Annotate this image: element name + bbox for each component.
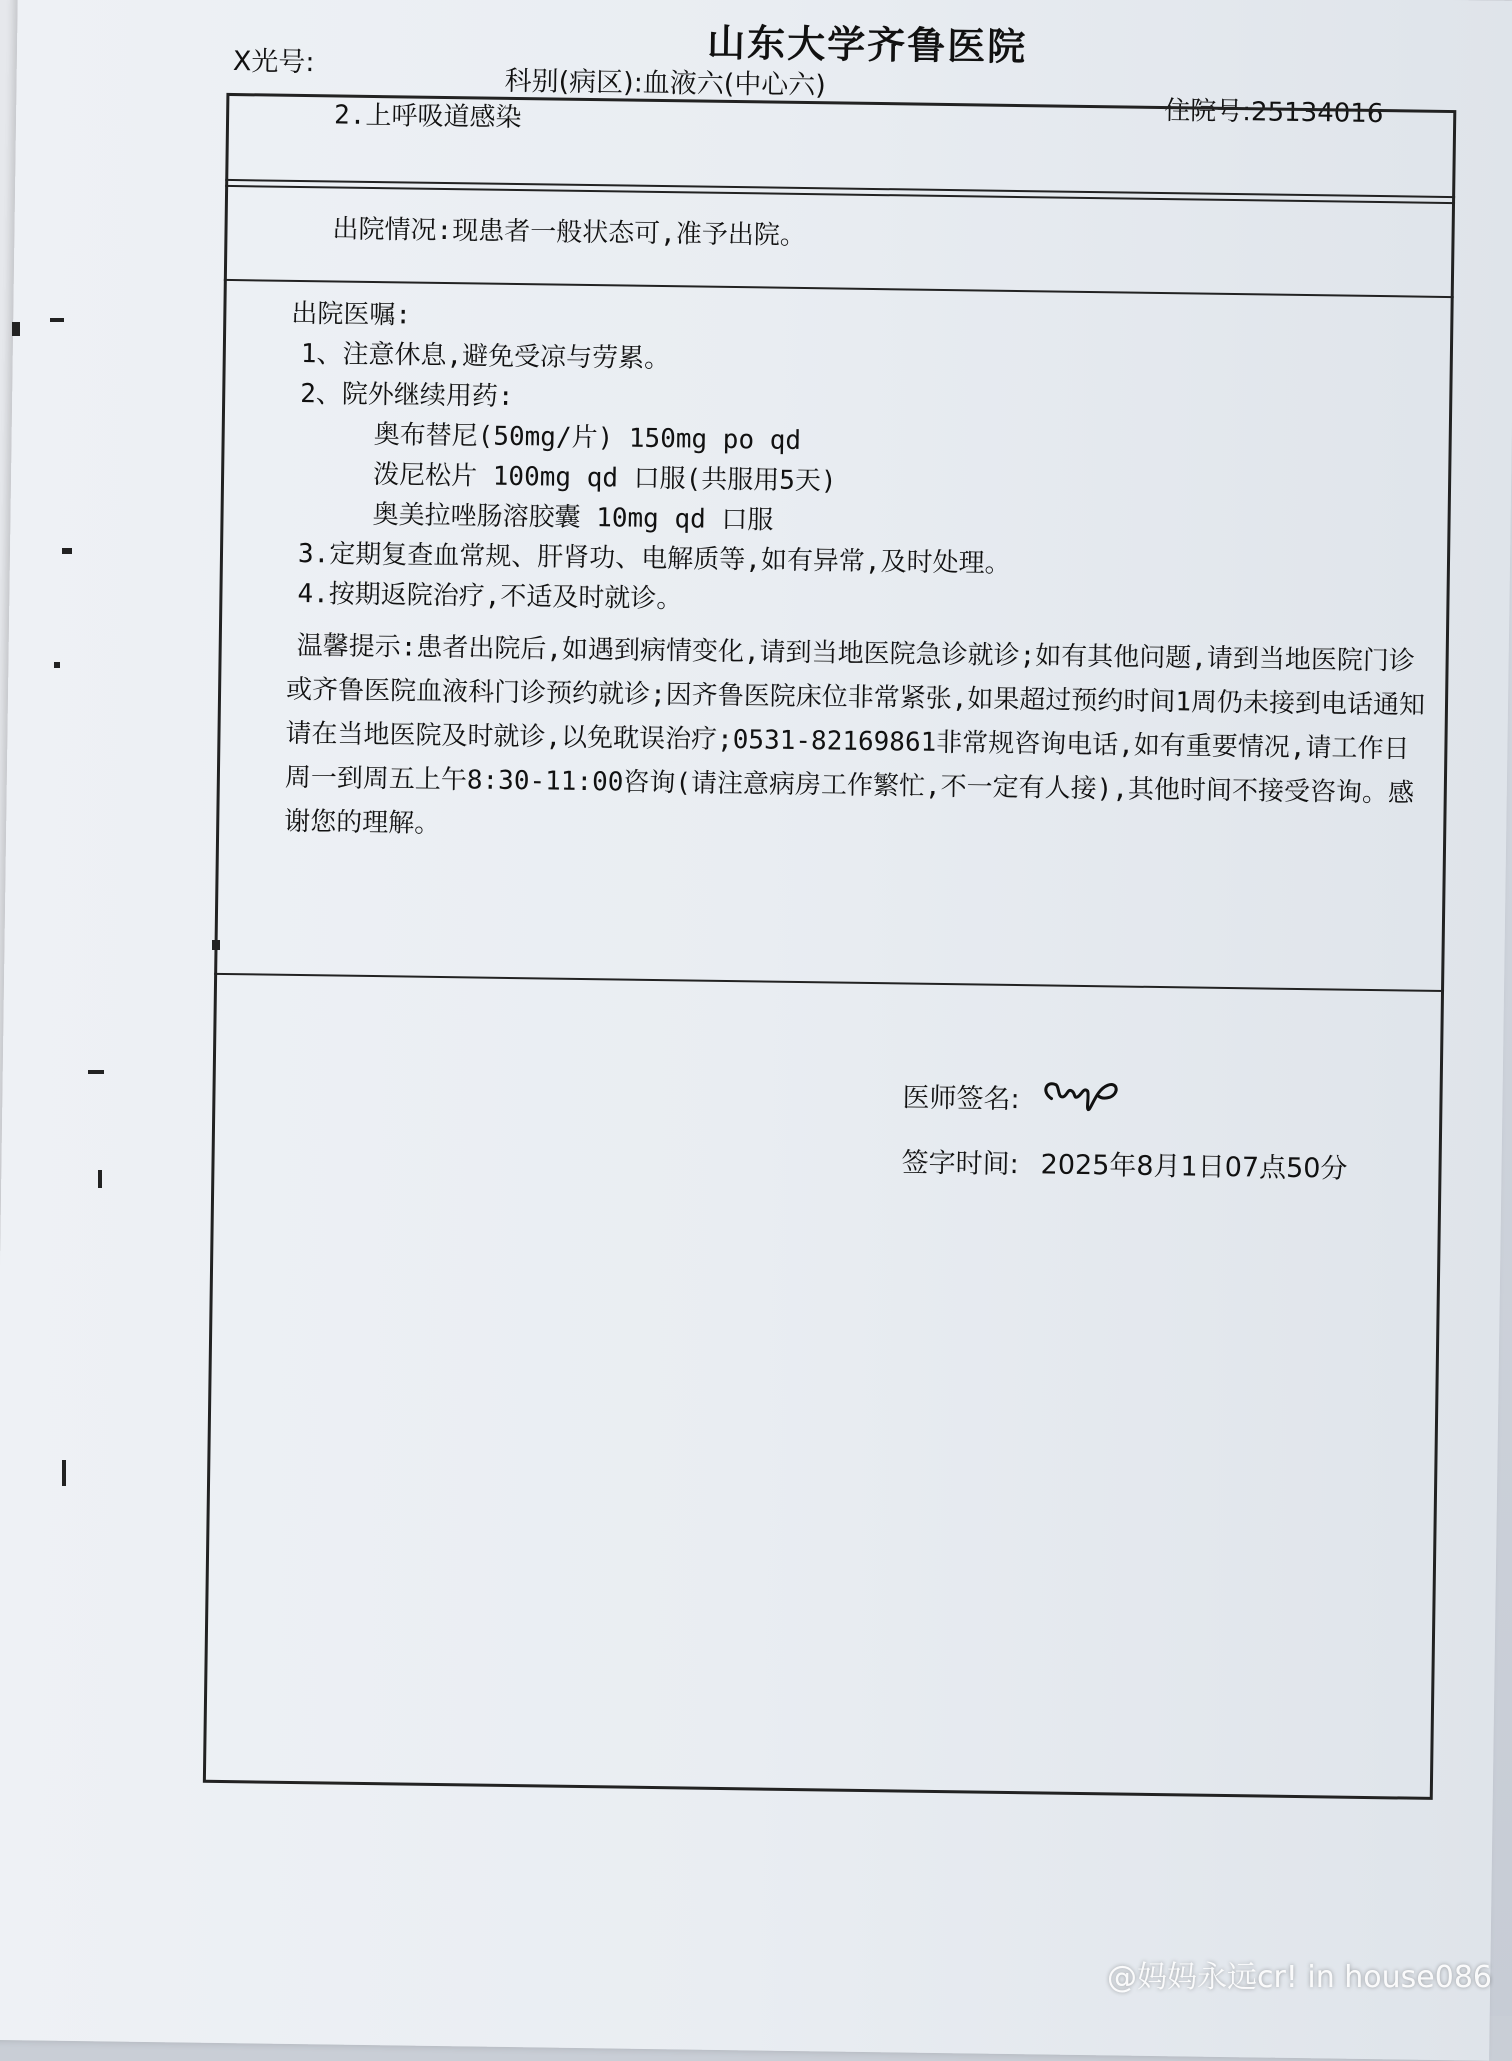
discharge-orders xyxy=(287,294,1014,624)
warm-reminder: 温馨提示:患者出院后,如遇到病情变化,请到当地医院急诊就诊;如有其他问题,请到当地医院门诊或齐鲁医院血液科门诊预约就诊;因齐鲁医院床位非常紧张,如果超过预约时间1周仍未接到电话通知请在当地医院及时就诊,以免耽误治疗;0531-82169861非常规咨询电话,如有重要情况,请工作日周一到周五上午8:30-11:00咨询(请注意病房工作繁忙,不一定有人接),其他时间不接受咨询。感谢您的理解。 xyxy=(284,630,1426,839)
toner-speck xyxy=(12,322,20,336)
toner-speck xyxy=(62,1460,66,1486)
department-ward: 科别(病区):血液六(中心六) xyxy=(504,65,827,102)
sign-time-label: 签字时间: xyxy=(901,1147,1019,1181)
medication-line: 奥美拉唑肠溶胶囊 10mg qd 口服 xyxy=(372,500,774,536)
hospital-name: 山东大学齐鲁医院 xyxy=(706,20,1028,70)
orders-heading: 出院医嘱: xyxy=(291,298,412,331)
signature-label: 医师签名: xyxy=(902,1081,1020,1115)
toner-speck xyxy=(88,1070,104,1074)
medication-line: 泼尼松片 100mg qd 口服(共服用5天) xyxy=(372,460,837,497)
signature-image xyxy=(1037,1068,1128,1126)
toner-speck xyxy=(62,548,72,554)
toner-speck xyxy=(50,318,64,322)
admission-number: 住院号:25134016 xyxy=(1164,96,1384,130)
order-line: 3.定期复查血常规、肝肾功、电解质等,如有异常,及时处理。 xyxy=(297,538,1011,579)
order-line: 1、注意休息,避免受凉与劳累。 xyxy=(300,338,671,375)
diagnosis-item: 2.上呼吸道感染 xyxy=(333,100,522,134)
toner-speck xyxy=(98,1170,102,1188)
order-line: 2、院外继续用药: xyxy=(300,378,514,412)
medication-line: 奥布替尼(50mg/片) 150mg po qd xyxy=(373,420,802,456)
sign-time-value: 2025年8月1日07点50分 xyxy=(1040,1149,1348,1185)
order-line: 4.按期返院治疗,不适及时就诊。 xyxy=(297,578,683,615)
toner-speck xyxy=(54,662,60,668)
signature-block xyxy=(901,1062,1348,1185)
xray-number-label: X光号: xyxy=(232,46,315,79)
toner-speck xyxy=(212,940,220,950)
watermark: @妈妈永远cr! in house086 xyxy=(1106,1960,1492,1995)
discharge-status: 出院情况:现患者一般状态可,准予出院。 xyxy=(332,214,807,252)
